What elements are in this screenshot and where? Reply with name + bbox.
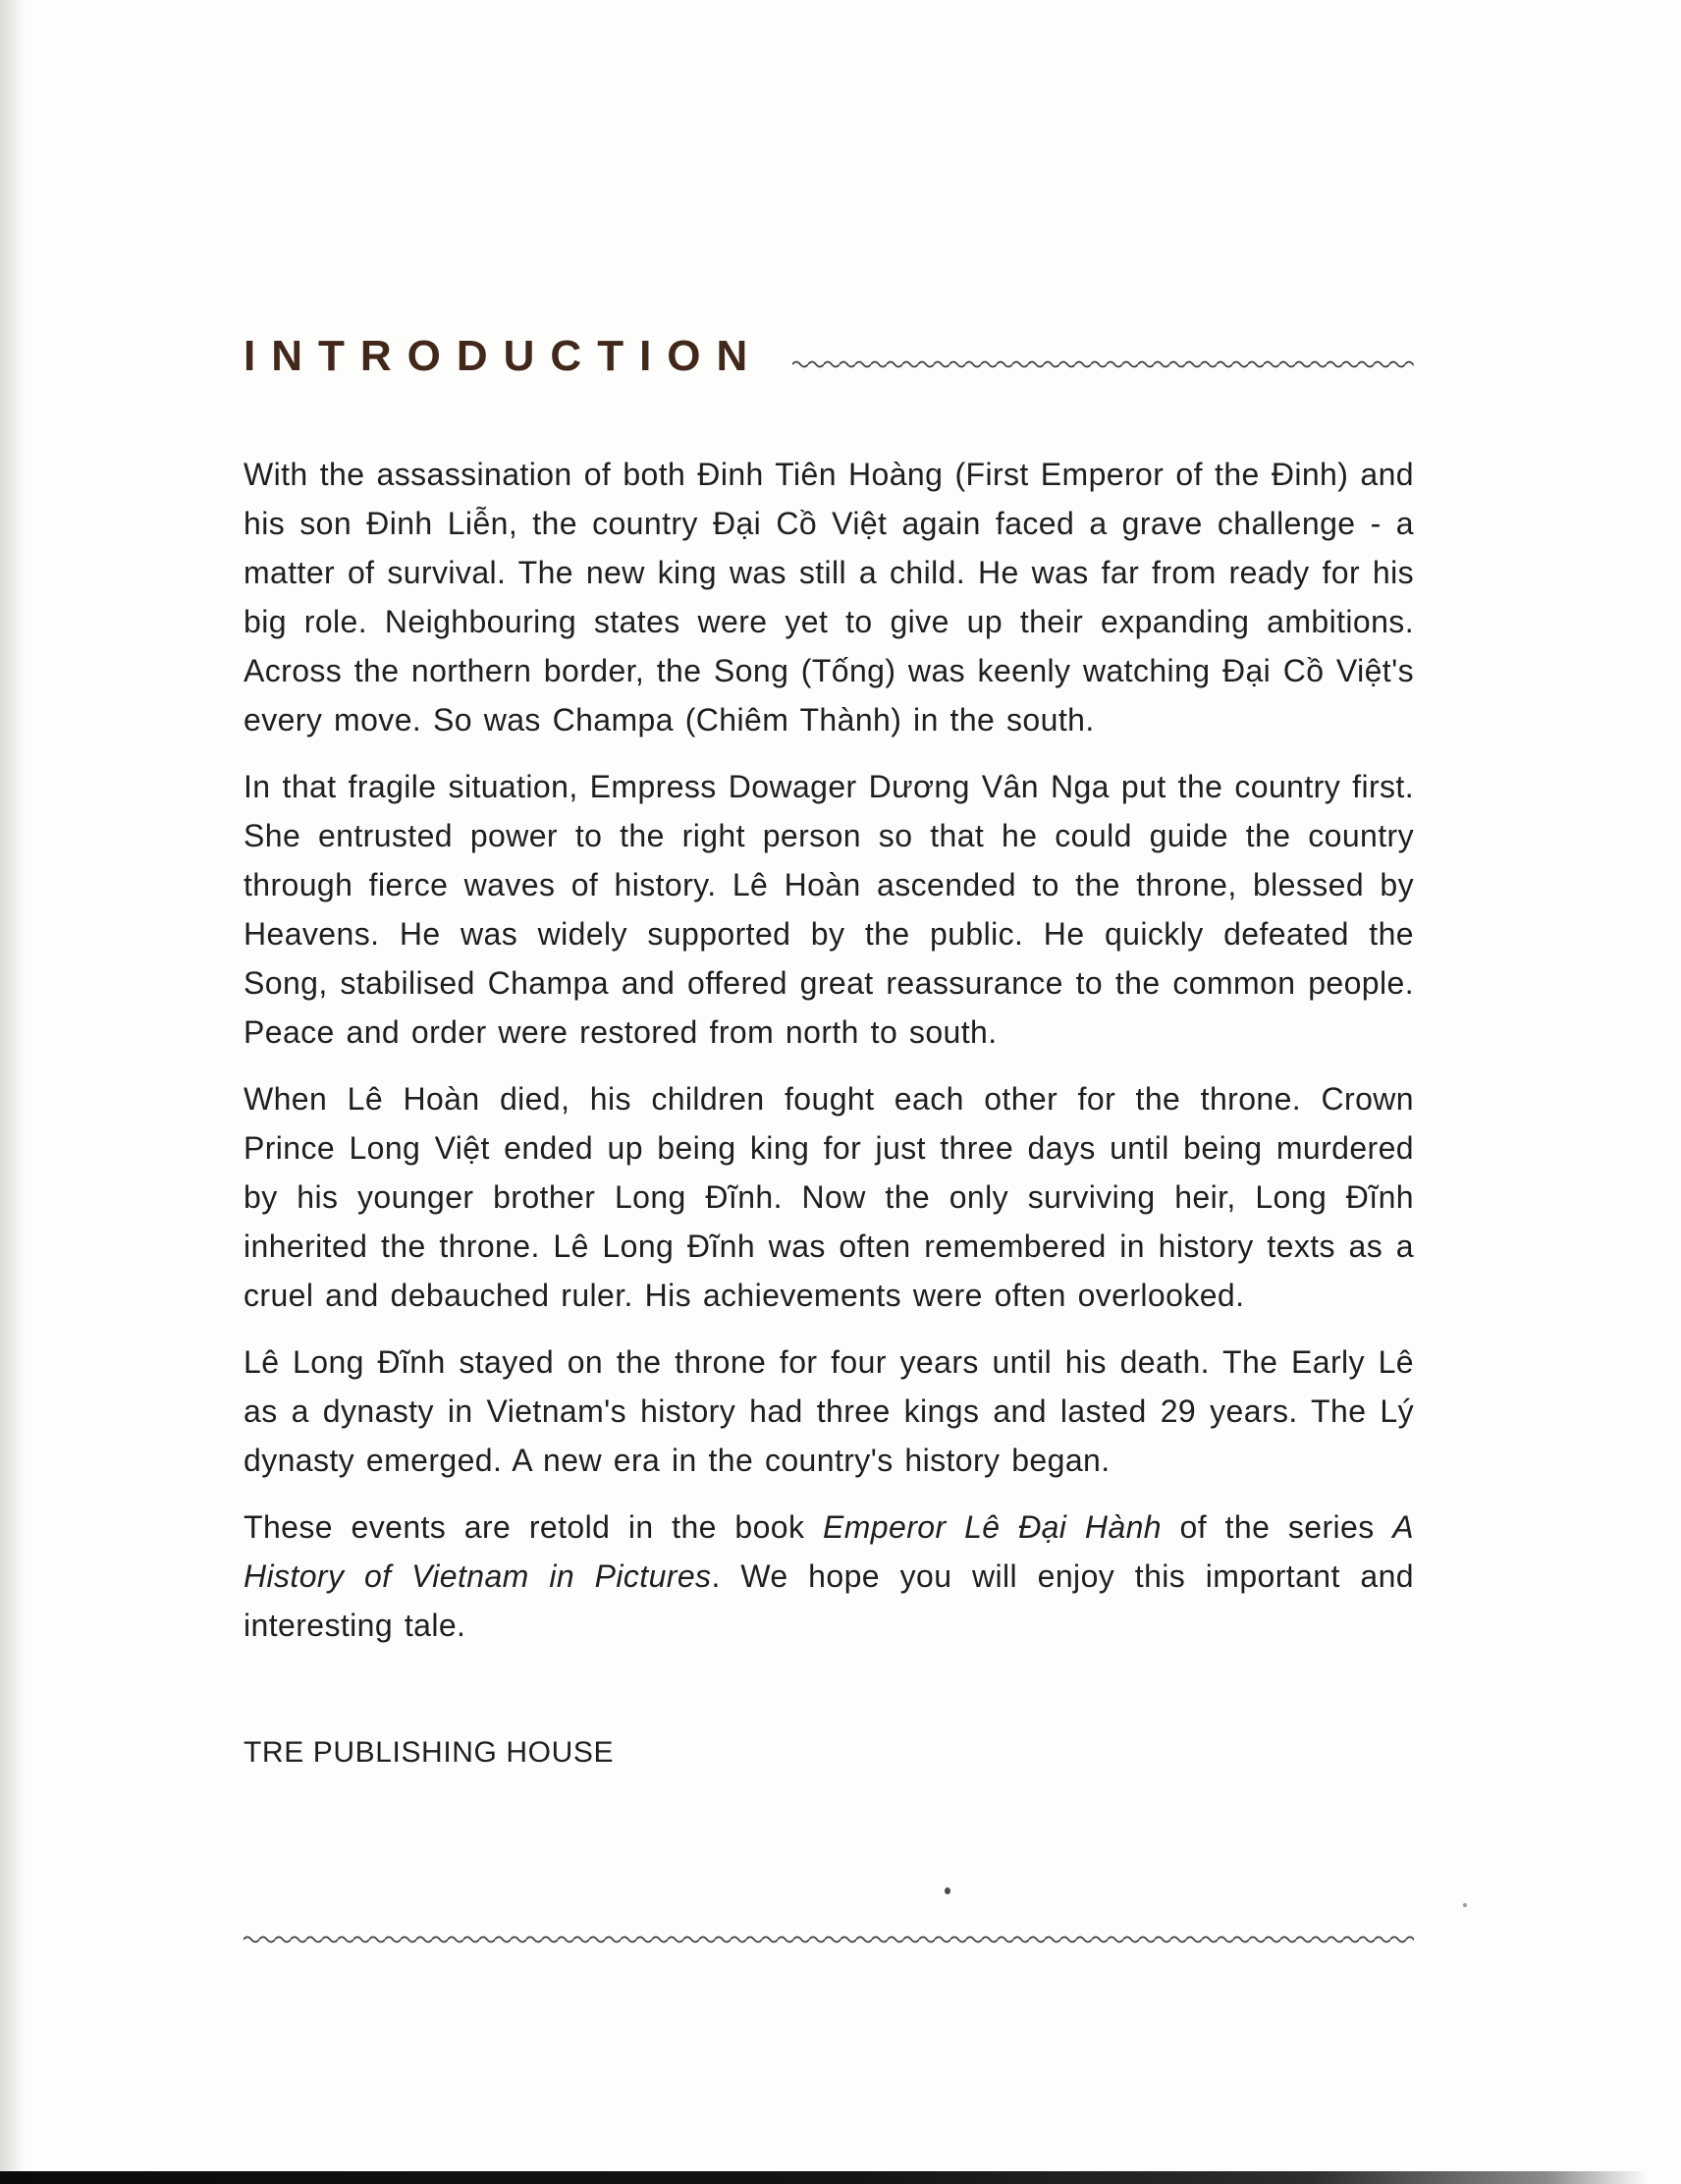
paragraph: In that fragile situation, Empress Dowager Dương Vân Nga put the country first. She entrusted power to the right person so that he could guide the country through fierce waves of history. Lê Hoàn ascended to the throne, blessed by Heavens. He was widely supported by the public. He quickly defeated the Song, stabilised Champa and offered great reassurance to the common people. Peace and order were restored from north to south. bbox=[244, 769, 1414, 1050]
scan-bottom-edge bbox=[0, 2171, 1681, 2184]
series-title-italic: A History of Vietnam in Pictures bbox=[244, 1509, 1414, 1594]
introduction-text bbox=[244, 450, 1414, 1650]
publisher-name: TRE PUBLISHING HOUSE bbox=[244, 1736, 615, 1769]
book-title-italic: Emperor Lê Đại Hành bbox=[823, 1509, 1162, 1545]
paragraph-closing bbox=[244, 1502, 1414, 1650]
heading-wavy-line bbox=[792, 359, 1414, 369]
scan-speck bbox=[1463, 1903, 1467, 1907]
bottom-wavy-line bbox=[244, 1935, 1414, 1944]
page-title: INTRODUCTION bbox=[244, 332, 764, 380]
page-content bbox=[244, 332, 1414, 1944]
closing-segment: These events are retold in the book bbox=[244, 1509, 823, 1545]
scan-speck bbox=[945, 1887, 950, 1894]
paragraph: Lê Long Đĩnh stayed on the throne for four years until his death. The Early Lê as a dynasty in Vietnam's history had three kings and lasted 29 years. The Lý dynasty emerged. A new era in the country's history began. bbox=[244, 1344, 1414, 1478]
closing-segment: . We hope you will enjoy this important and interesting tale. bbox=[244, 1558, 1414, 1643]
paragraph: With the assassination of both Đinh Tiên Hoàng (First Emperor of the Đinh) and his son Đinh Liễn, the country Đại Cồ Việt again faced a grave challenge - a matter of survival. The new king was still a child. He was far from ready for his big role. Neighbouring states were yet to give up their expanding ambitions. Across the northern border, the Song (Tống) was keenly watching Đại Cồ Việt's every move. So was Champa (Chiêm Thành) in the south. bbox=[244, 457, 1414, 737]
paragraph: When Lê Hoàn died, his children fought each other for the throne. Crown Prince Long Việt ended up being king for just three days until being murdered by his younger brother Long Đĩnh. Now the only surviving heir, Long Đĩnh inherited the throne. Lê Long Đĩnh was often remembered in history texts as a cruel and debauched ruler. His achievements were often overlooked. bbox=[244, 1081, 1414, 1313]
closing-segment: of the series bbox=[1161, 1509, 1393, 1545]
section-heading-row bbox=[244, 332, 1414, 381]
scan-gutter-shadow bbox=[0, 0, 26, 2184]
